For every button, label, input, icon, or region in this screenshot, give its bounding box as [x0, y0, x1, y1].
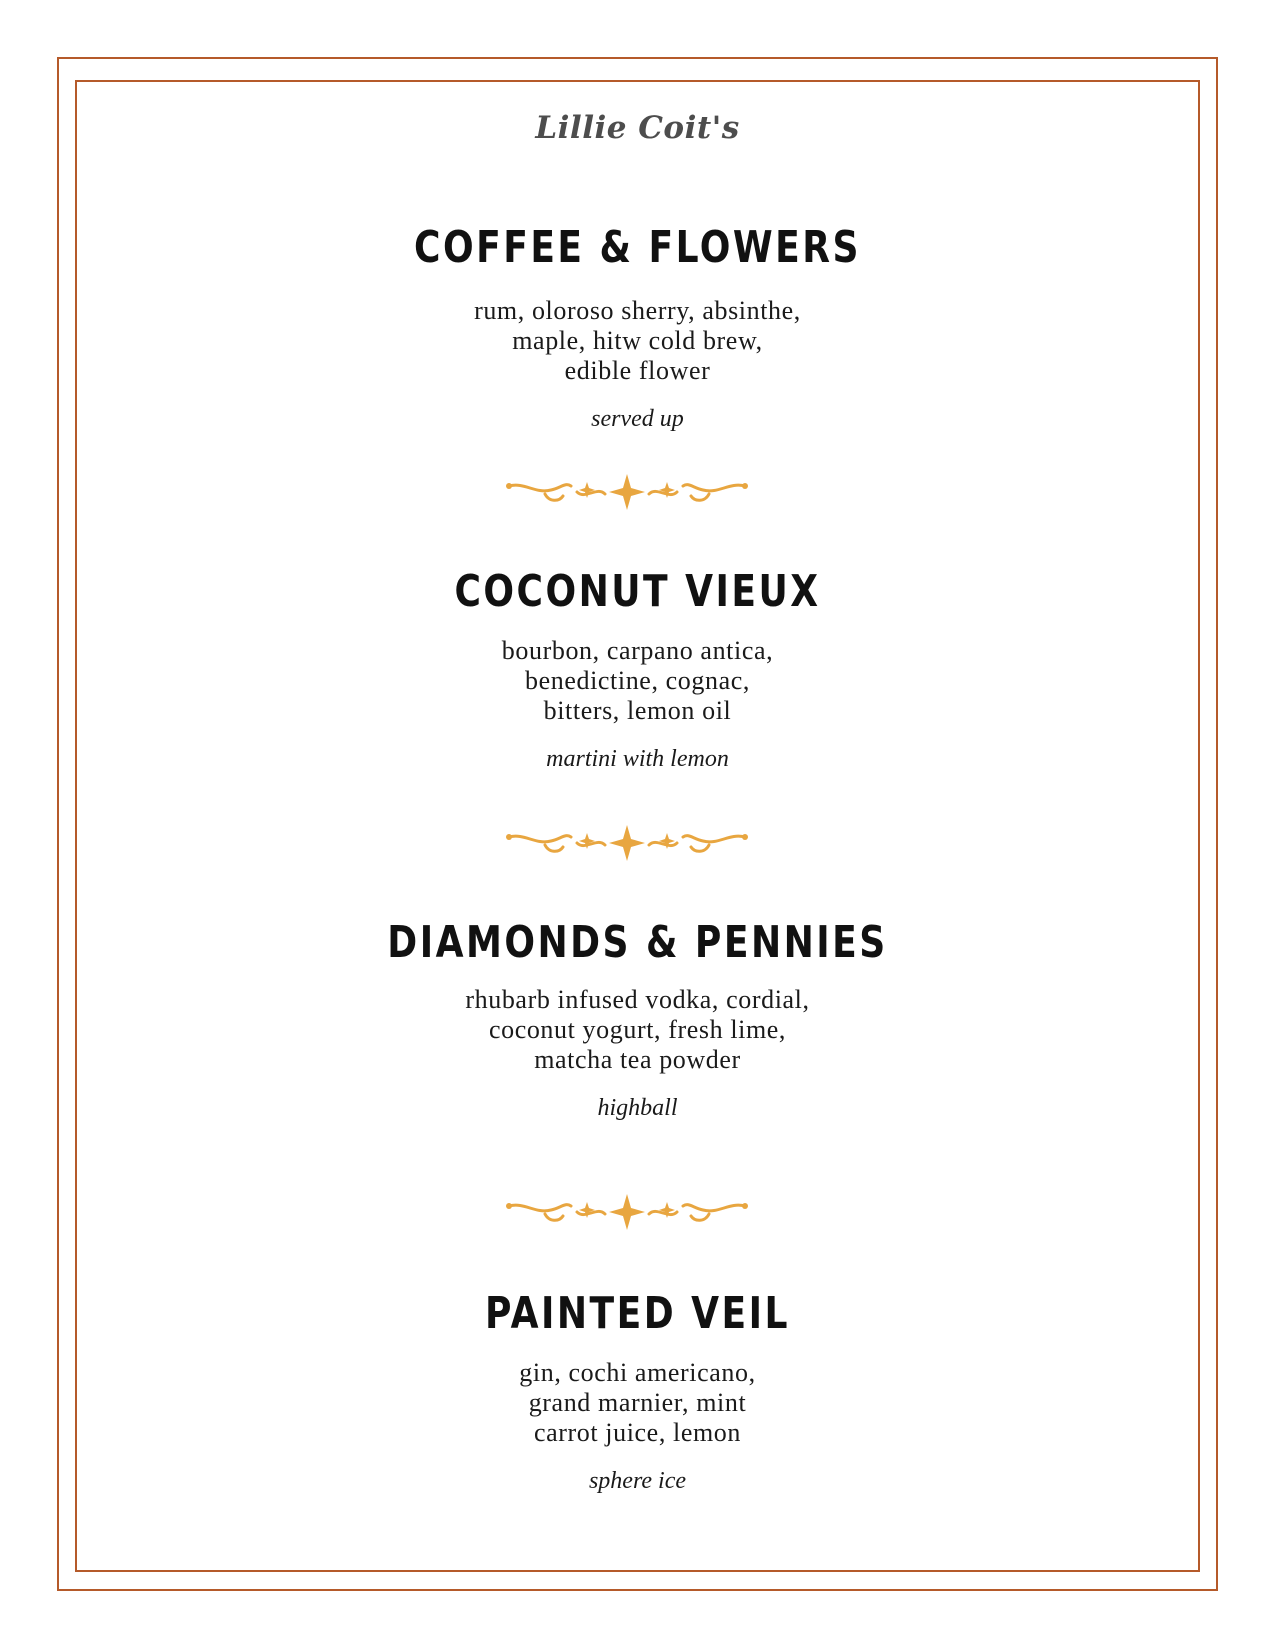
ingredient-line: carrot juice, lemon — [533, 1418, 742, 1447]
drink-name: DIAMONDS & PENNIES — [387, 917, 888, 968]
ingredient-line: coconut yogurt, fresh lime, — [488, 1015, 787, 1044]
ingredient-line: maple, hitw cold brew, — [512, 326, 763, 355]
drink-name: COCONUT VIEUX — [454, 566, 821, 617]
ingredient-line: benedictine, cognac, — [525, 666, 750, 695]
flourish-ornament — [505, 1192, 749, 1232]
menu-item — [0, 1288, 1275, 1496]
ingredient-line: bourbon, carpano antica, — [501, 636, 774, 665]
ingredient-line: rhubarb infused vodka, cordial, — [465, 985, 810, 1014]
serve-style: highball — [597, 1095, 678, 1121]
ingredient-line: rum, oloroso sherry, absinthe, — [474, 296, 801, 325]
drink-ingredients — [0, 1358, 1275, 1448]
serve-style: sphere ice — [588, 1468, 687, 1494]
drink-ingredients — [0, 636, 1275, 726]
ingredient-line: bitters, lemon oil — [543, 696, 732, 725]
menu-item — [0, 566, 1275, 774]
ingredient-line: grand marnier, mint — [528, 1388, 747, 1417]
menu-item — [0, 222, 1275, 434]
drink-ingredients — [0, 985, 1275, 1075]
flourish-ornament — [505, 472, 749, 512]
brand-name: Lillie Coit's — [535, 110, 740, 146]
drink-ingredients — [0, 296, 1275, 386]
ingredient-line: matcha tea powder — [534, 1045, 741, 1074]
ingredient-line: gin, cochi americano, — [519, 1358, 756, 1387]
flourish-ornament — [505, 823, 749, 863]
ingredient-line: edible flower — [564, 356, 711, 385]
drink-name: PAINTED VEIL — [485, 1288, 790, 1339]
serve-style: martini with lemon — [546, 746, 729, 772]
menu-item — [0, 917, 1275, 1123]
drink-name: COFFEE & FLOWERS — [414, 222, 861, 273]
serve-style: served up — [591, 406, 684, 432]
